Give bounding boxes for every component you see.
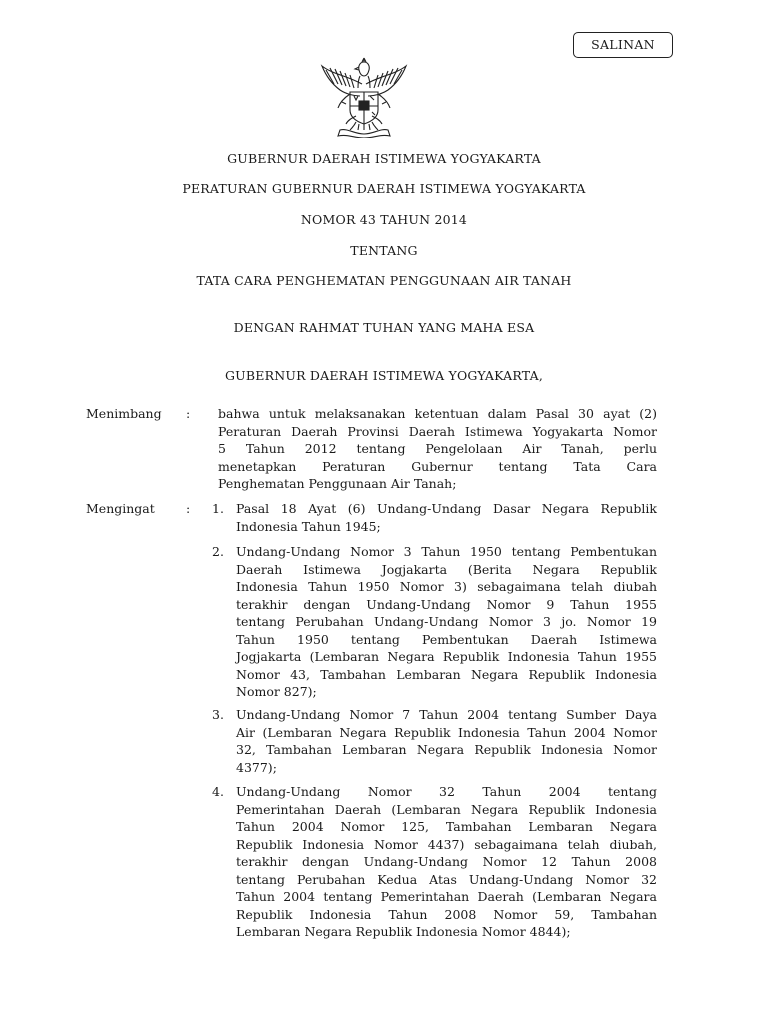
list-item-line: Republik Indonesia Tahun 2008 Nomor 59, Tambahan xyxy=(236,906,657,922)
list-item-line: terakhir dengan Undang-Undang Nomor 12 Tahun 2008 xyxy=(236,854,657,869)
menimbang-colon: : xyxy=(186,406,191,421)
list-item-line: Nomor 43, Tambahan Lembaran Negara Republik Indonesia xyxy=(236,666,657,682)
mengingat-item-1 xyxy=(236,500,657,535)
list-item-line: Air (Lembaran Negara Republik Indonesia Tahun 2004 Nomor xyxy=(236,724,657,740)
list-item-line: Nomor 827); xyxy=(236,684,317,699)
salinan-badge: SALINAN xyxy=(573,32,673,58)
menimbang-line: menetapkan Peraturan Gubernur tentang Tata Cara xyxy=(218,458,657,474)
menimbang-line: bahwa untuk melaksanakan ketentuan dalam Pasal 30 ayat (2) xyxy=(218,406,657,421)
list-item-line: 4377); xyxy=(236,759,277,775)
mengingat-item-number: 2. xyxy=(212,544,224,559)
list-item-line: Indonesia Tahun 1945; xyxy=(236,518,381,534)
menimbang-line: Penghematan Penggunaan Air Tanah; xyxy=(218,476,457,491)
menimbang-line: 5 Tahun 2012 tentang Pengelolaan Air Tanah, perlu xyxy=(218,441,657,456)
list-item-line: Republik Indonesia Nomor 4437) sebagaimana telah diubah, xyxy=(236,836,657,852)
header-regulation-type: PERATURAN GUBERNUR DAERAH ISTIMEWA YOGYAKARTA xyxy=(182,181,586,196)
mengingat-item-number: 1. xyxy=(212,501,224,516)
mengingat-item-number: 3. xyxy=(212,707,224,722)
list-item-line: tentang Perubahan Kedua Atas Undang-Undang Nomor 32 xyxy=(236,871,657,887)
garuda-emblem-icon xyxy=(318,54,410,138)
mengingat-item-number: 4. xyxy=(212,784,224,799)
mengingat-item-3 xyxy=(236,706,657,776)
list-item-line: Lembaran Negara Republik Indonesia Nomor 4844); xyxy=(236,924,571,939)
list-item-line: Undang-Undang Nomor 32 Tahun 2004 tentang xyxy=(236,784,657,799)
header-regulation-subject: TATA CARA PENGHEMATAN PENGGUNAAN AIR TANAH xyxy=(196,273,572,288)
menimbang-paragraph xyxy=(218,405,657,493)
mengingat-label: Mengingat xyxy=(86,501,155,516)
header-invocation: DENGAN RAHMAT TUHAN YANG MAHA ESA xyxy=(233,320,535,335)
list-item-line: Pemerintahan Daerah (Lembaran Negara Republik Indonesia xyxy=(236,801,657,817)
header-title-governor: GUBERNUR DAERAH ISTIMEWA YOGYAKARTA xyxy=(227,151,541,166)
list-item-line: Tahun 2004 tentang Pemerintahan Daerah (Lembaran Negara xyxy=(236,889,657,904)
list-item-line: Tahun 1950 tentang Pembentukan Daerah Istimewa xyxy=(236,631,657,647)
list-item-line: Indonesia Tahun 1950 Nomor 3) sebagaimana telah diubah xyxy=(236,579,657,594)
list-item-line: Undang-Undang Nomor 3 Tahun 1950 tentang Pembentukan xyxy=(236,544,657,559)
menimbang-label: Menimbang xyxy=(86,406,162,421)
mengingat-item-2 xyxy=(236,543,657,701)
list-item-line: tentang Perubahan Undang-Undang Nomor 3 jo. Nomor 19 xyxy=(236,614,657,629)
header-regulation-number: NOMOR 43 TAHUN 2014 xyxy=(300,212,468,227)
mengingat-colon: : xyxy=(186,501,191,516)
menimbang-line: Peraturan Daerah Provinsi Daerah Istimewa Yogyakarta Nomor xyxy=(218,423,657,439)
header-governor-statement: GUBERNUR DAERAH ISTIMEWA YOGYAKARTA, xyxy=(225,368,543,383)
header-tentang: TENTANG xyxy=(350,243,418,258)
mengingat-item-4 xyxy=(236,783,657,941)
list-item-line: Undang-Undang Nomor 7 Tahun 2004 tentang Sumber Daya xyxy=(236,707,657,722)
list-item-line: Daerah Istimewa Jogjakarta (Berita Negara Republik xyxy=(236,561,657,577)
list-item-line: 32, Tambahan Lembaran Negara Republik Indonesia Nomor xyxy=(236,742,657,757)
list-item-line: terakhir dengan Undang-Undang Nomor 9 Tahun 1955 xyxy=(236,596,657,612)
list-item-line: Pasal 18 Ayat (6) Undang-Undang Dasar Negara Republik xyxy=(236,501,657,516)
list-item-line: Jogjakarta (Lembaran Negara Republik Indonesia Tahun 1955 xyxy=(236,649,657,664)
list-item-line: Tahun 2004 Nomor 125, Tambahan Lembaran Negara xyxy=(236,819,657,834)
